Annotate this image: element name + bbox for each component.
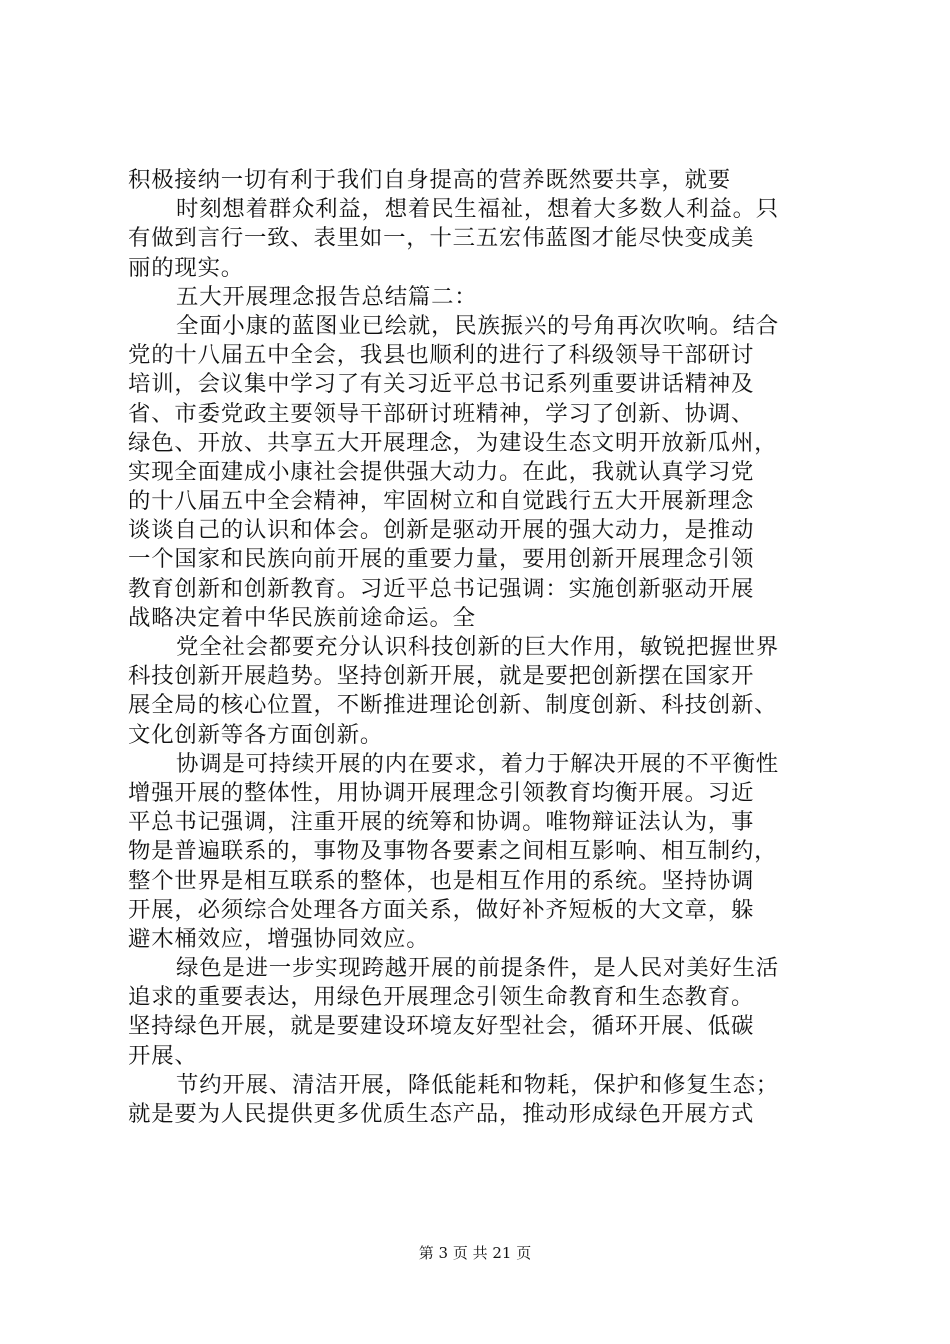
text-line: 培训，会议集中学习了有关习近平总书记系列重要讲话精神及 xyxy=(128,371,755,398)
text-line: 实现全面建成小康社会提供强大动力。在此，我就认真学习党 xyxy=(128,458,755,485)
text-line: 避木桶效应，增强协同效应。 xyxy=(128,925,430,952)
text-line: 的十八届五中全会精神，牢固树立和自觉践行五大开展新理念 xyxy=(128,488,755,515)
body-text xyxy=(128,166,828,1129)
text-line: 全面小康的蓝图业已绘就，民族振兴的号角再次吹响。结合 xyxy=(176,312,779,339)
text-line: 节约开展、清洁开展，降低能耗和物耗，保护和修复生态； xyxy=(176,1071,779,1098)
text-line: 科技创新开展趋势。坚持创新开展，就是要把创新摆在国家开 xyxy=(128,663,755,690)
text-line: 时刻想着群众利益，想着民生福祉，想着大多数人利益。只 xyxy=(176,196,779,223)
text-line: 党全社会都要充分认识科技创新的巨大作用，敏锐把握世界 xyxy=(176,634,779,660)
text-line: 追求的重要表达，用绿色开展理念引领生命教育和生态教育。 xyxy=(128,984,755,1011)
text-line: 增强开展的整体性，用协调开展理念引领教育均衡开展。习近 xyxy=(128,779,755,806)
text-line: 教育创新和创新教育。习近平总书记强调：实施创新驱动开展 xyxy=(128,575,755,602)
text-line: 物是普遍联系的，事物及事物各要素之间相互影响、相互制约， xyxy=(128,838,778,865)
text-line: 就是要为人民提供更多优质生态产品，推动形成绿色开展方式 xyxy=(128,1101,755,1127)
text-line: 有做到言行一致、表里如一，十三五宏伟蓝图才能尽快变成美 xyxy=(128,225,755,252)
text-line: 绿色是进一步实现跨越开展的前提条件，是人民对美好生活 xyxy=(176,955,779,982)
page-number-footer: 第 3 页 共 21 页 xyxy=(418,1244,532,1262)
text-line: 展全局的核心位置，不断推进理论创新、制度创新、科技创新、 xyxy=(128,692,778,719)
text-line: 协调是可持续开展的内在要求，着力于解决开展的不平衡性 xyxy=(176,750,779,777)
text-line: 开展、 xyxy=(128,1042,198,1069)
text-line: 平总书记强调，注重开展的统筹和协调。唯物辩证法认为，事 xyxy=(128,809,755,836)
text-line: 绿色、开放、共享五大开展理念，为建设生态文明开放新瓜州， xyxy=(128,429,778,456)
text-line: 文化创新等各方面创新。 xyxy=(128,721,384,748)
text-line: 党的十八届五中全会，我县也顺利的进行了科级领导干部研讨 xyxy=(128,342,755,369)
text-line: 积极接纳一切有利于我们自身提高的营养既然要共享，就要 xyxy=(128,167,731,193)
text-line: 谈谈自己的认识和体会。创新是驱动开展的强大动力，是推动 xyxy=(128,517,755,544)
text-line: 省、市委党政主要领导干部研讨班精神，学习了创新、协调、 xyxy=(128,400,755,427)
text-line: 丽的现实。 xyxy=(128,254,244,281)
text-line: 整个世界是相互联系的整体，也是相互作用的系统。坚持协调 xyxy=(128,867,755,894)
text-line: 开展，必须综合处理各方面关系，做好补齐短板的大文章，躲 xyxy=(128,896,755,923)
text-line: 一个国家和民族向前开展的重要力量，要用创新开展理念引领 xyxy=(128,546,755,573)
text-line: 战略决定着中华民族前途命运。全 xyxy=(128,604,476,631)
section-heading: 五大开展理念报告总结篇二： xyxy=(176,283,478,310)
text-line: 坚持绿色开展，就是要建设环境友好型社会，循环开展、低碳 xyxy=(128,1013,755,1040)
